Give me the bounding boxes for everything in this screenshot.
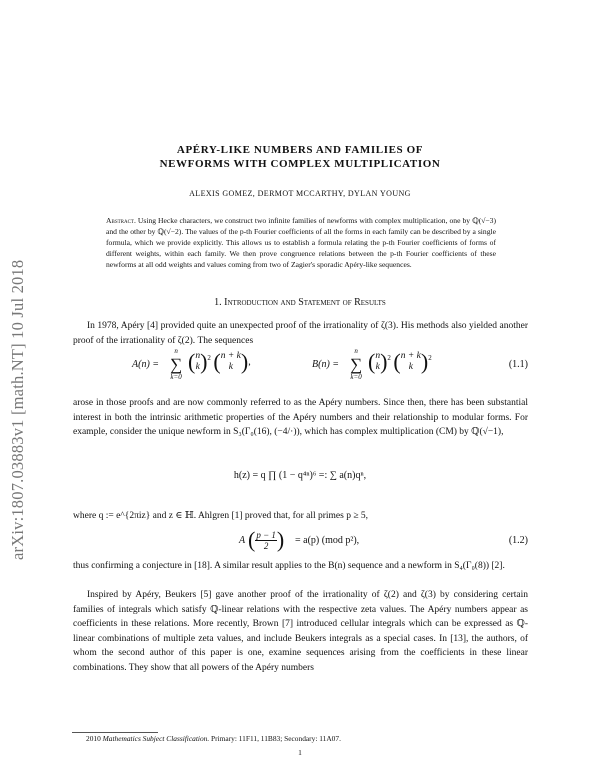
authors: ALEXIS GOMEZ, DERMOT MCCARTHY, DYLAN YOUNG <box>189 189 411 198</box>
paper-title-line-2: NEWFORMS WITH COMPLEX MULTIPLICATION <box>159 158 441 170</box>
eq-b-lhs: B(n) = <box>312 359 340 370</box>
footnote-rule <box>72 732 158 733</box>
section-heading-text: 1. Introduction and Statement of Results <box>214 297 386 308</box>
paragraph-2: arose in those proofs and are now commonly referred to as the Apéry numbers. Since then, there has been substantial interest in both the intrinsic arithmetic properties of the Apéry numbers and their relationship to modular forms. For example, consider the unique newform in S₃(Γ₀(16), (−4/·)), which has complex multiplication (CM) by ℚ(√−1), <box>73 398 528 437</box>
page-number: 1 <box>298 748 302 757</box>
abstract-text: Using Hecke characters, we construct two infinite families of newforms with complex multiplication, one by ℚ(√−3) and the other by ℚ(√−2). The values of the p-th Fourier coefficients of all the forms in each family can be described by a single formula, which we provide explicitly. This allows us to establish a formula relating the p-th Fourier coefficients of forms of different weights, within each family. We then prove congruence relations between the p-th Fourier coefficients of these newforms at all odd weights and values coming from two of Zagier's sporadic Apéry-like sequences. <box>106 216 496 269</box>
paragraph-1: In 1978, Apéry [4] provided quite an unexpected proof of the irrationality of ζ(3). His methods also yielded another proof of the irrationality of ζ(2). The sequences <box>73 321 528 346</box>
eq-1-2-rhs: = a(p) (mod p²), <box>295 535 360 546</box>
footnote-text: Primary: 11F11, 11B83; Secondary: 11A07. <box>211 734 341 743</box>
paragraph-4: thus confirming a conjecture in [18]. A similar result applies to the B(n) sequence and a newform in S₄(Γ₀(8)) [2]. <box>73 561 505 571</box>
equation-number-1-1: (1.1) <box>508 359 528 370</box>
paper-title-line-1: APÉRY-LIKE NUMBERS AND FAMILIES OF <box>176 144 424 156</box>
arxiv-stamp: arXiv:1807.03883v1 [math.NT] 10 Jul 2018 <box>8 259 27 560</box>
abstract-label: Abstract. <box>106 216 136 225</box>
eq-b-terms: (n k)$^2$ (n + k k )$^2$ <box>368 349 432 374</box>
section-heading <box>0 297 600 308</box>
equation-1-2: A ( $\frac{p - 1}{2}$ ) = a(p) (mod p²), <box>239 527 360 552</box>
eq-a-lhs: A(n) = <box>132 359 160 370</box>
footnote-label: Mathematics Subject Classification. <box>102 734 210 743</box>
eq-a-sum: n ∑ k=0 <box>170 347 183 381</box>
footnote-year: 2010 <box>86 734 101 743</box>
eq-b-sum: n ∑ k=0 <box>350 347 363 381</box>
abstract <box>106 215 496 270</box>
equation-1-1 <box>132 347 472 387</box>
equation-number-1-2: (1.2) <box>508 535 528 546</box>
paragraph-5: Inspired by Apéry, Beukers [5] gave another proof of the irrationality of ζ(2) and ζ(3) by considering certain families of integrals which satisfy ℚ-linear relations with the respective zeta values. The Apéry numbers appear as coefficients in these relations. More recently, Brown [7] introduced cellular integrals which can be expressed as ℚ-linear combinations of multiple zeta values, and include Beukers integrals as a special cases. In [13], the authors, of whom the second author of this paper is one, examine sequences arising from the coefficients in these linear combinations. They show that all powers of the Apéry numbers <box>73 590 528 673</box>
equation-h: h(z) = q ∏ (1 − q⁴ⁿ)⁶ =: ∑ a(n)qⁿ, <box>233 470 367 481</box>
eq-a-terms: (n k)$^2$ (n + k k ), <box>188 349 251 374</box>
eq-1-2-fraction: ( $\frac{p - 1}{2}$ ) <box>248 527 285 552</box>
paragraph-3: where q := e^{2πiz} and z ∈ ℍ. Ahlgren [1] proved that, for all primes p ≥ 5, <box>73 511 369 521</box>
footnote <box>86 734 341 743</box>
